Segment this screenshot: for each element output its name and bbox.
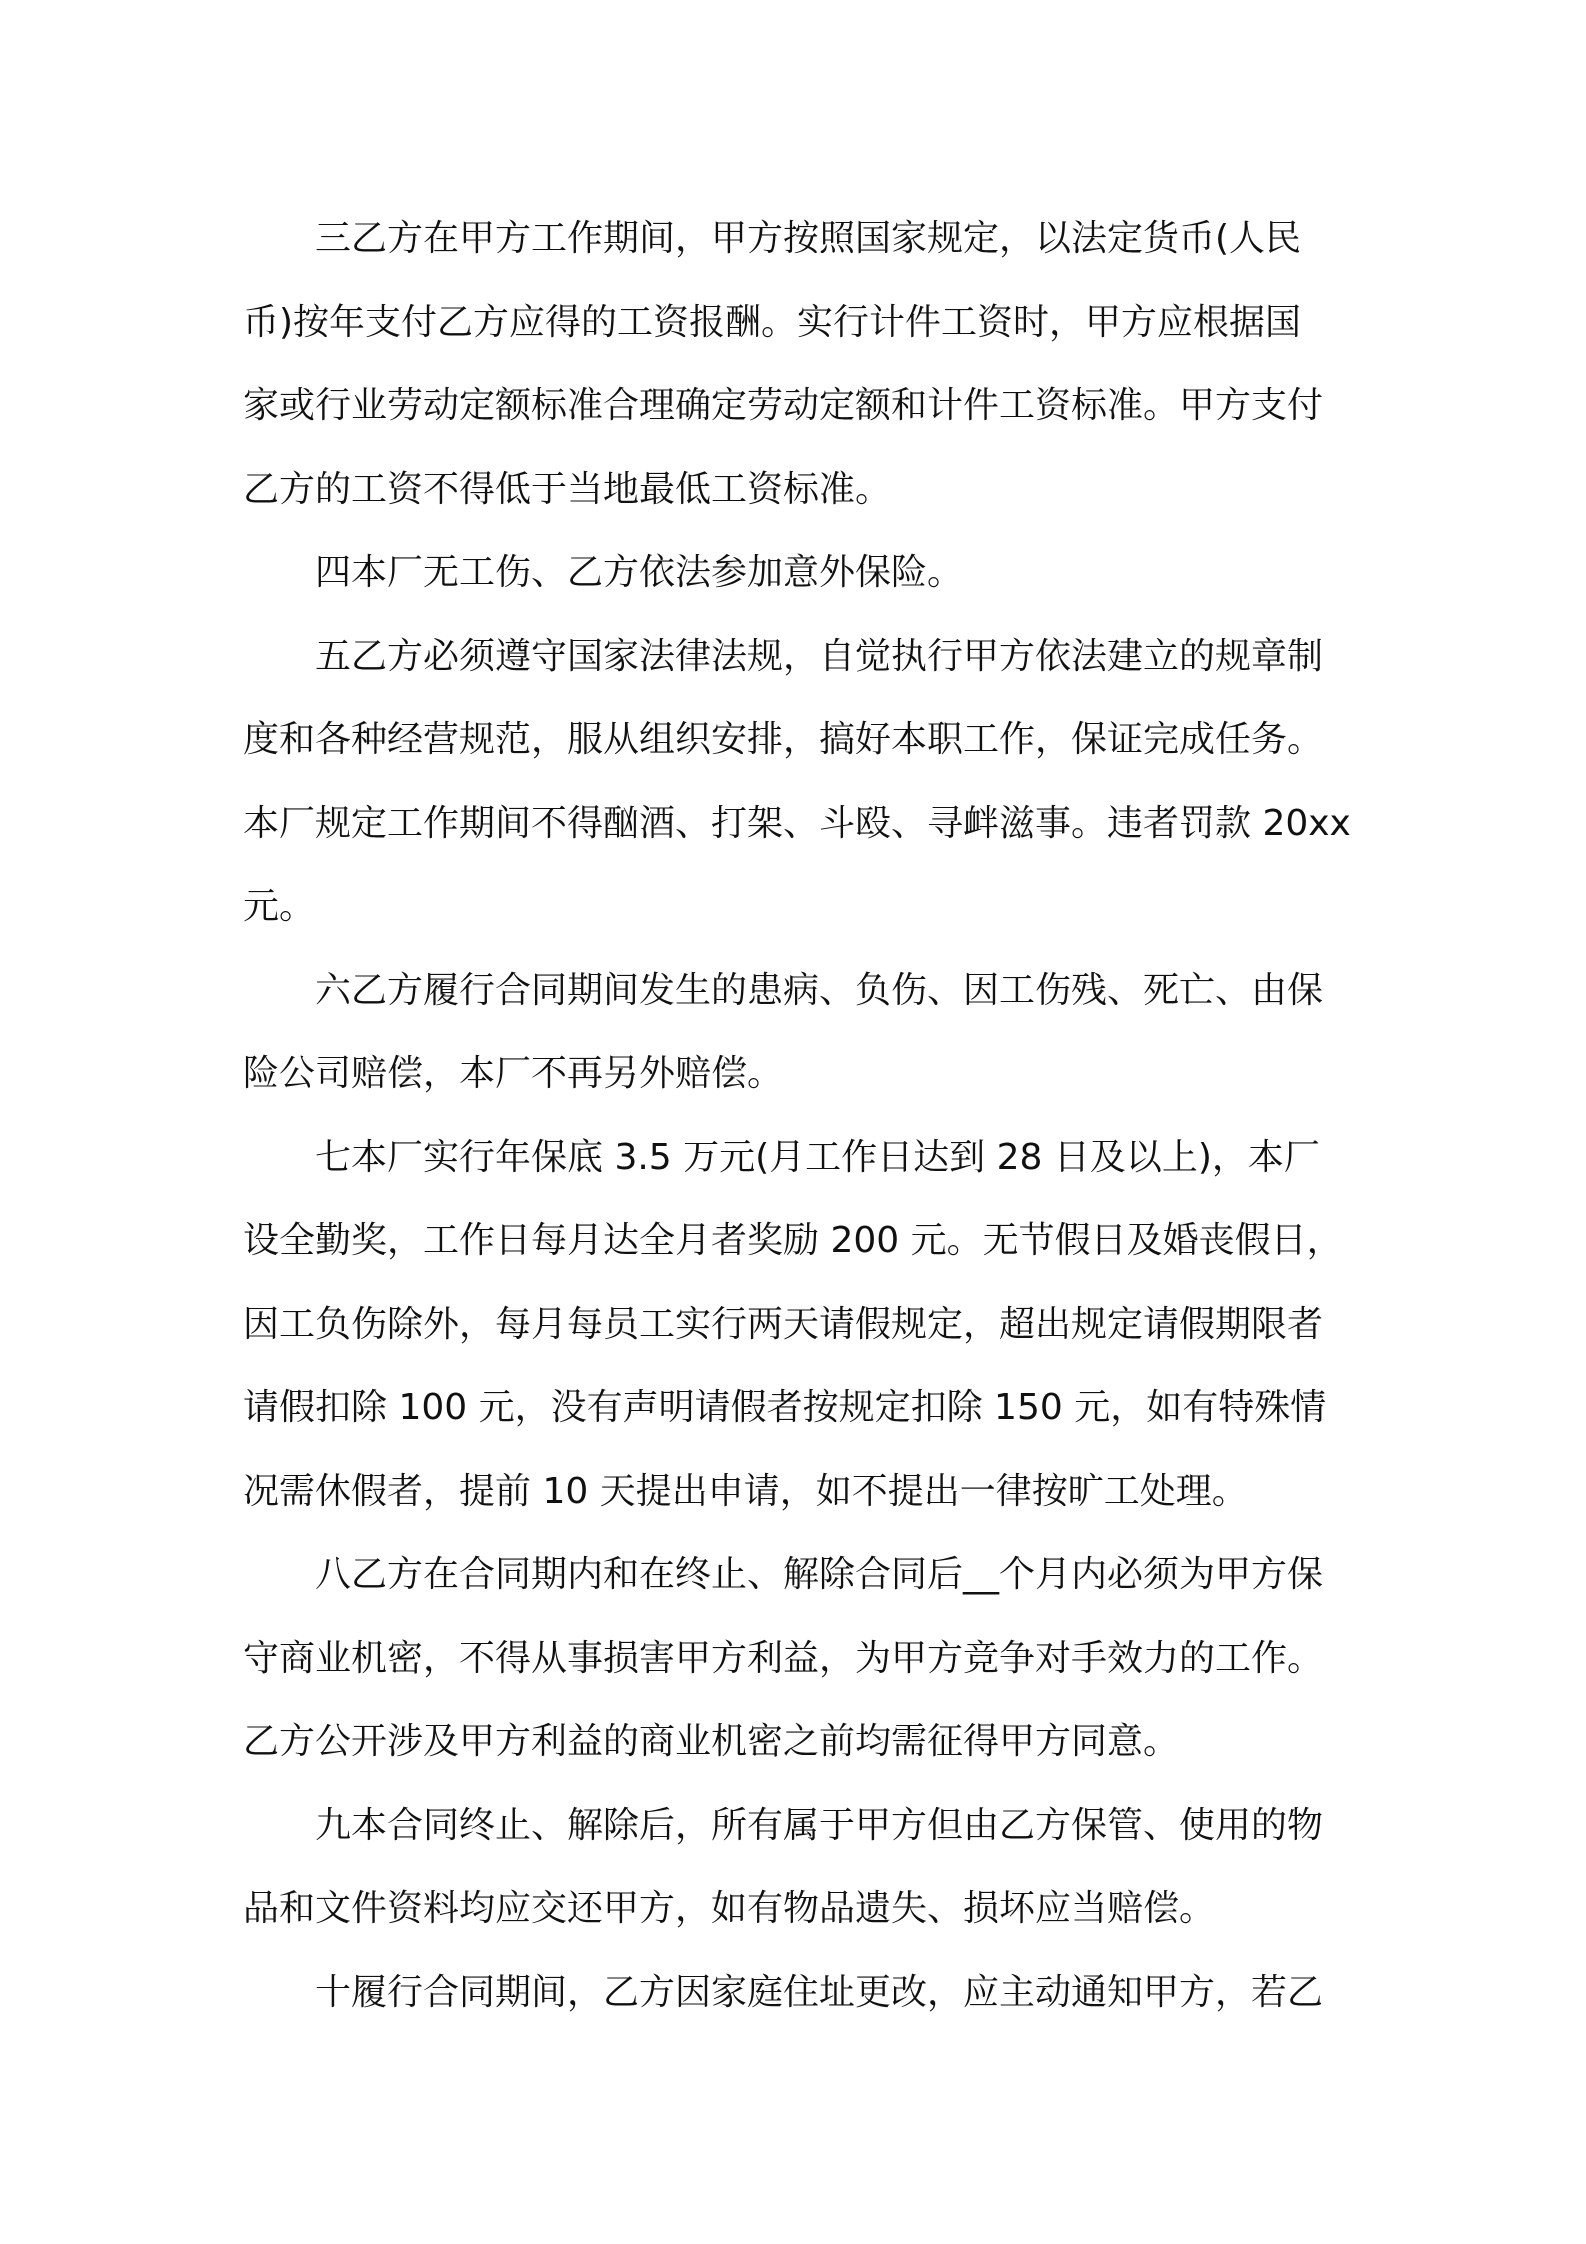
paragraph-clause-8 [243,1533,1353,1784]
text-line: 三乙方在甲方工作期间，甲方按照国家规定，以法定货币(人民 [315,218,1302,259]
paragraph-clause-5 [243,615,1353,949]
text-line: 家或行业劳动定额标准合理确定劳动定额和计件工资标准。甲方支付 [243,385,1324,426]
paragraph-clause-6 [243,949,1353,1116]
paragraph-clause-10 [243,1951,1353,2035]
text-line: 元。 [243,886,316,927]
text-line: 四本厂无工伤、乙方依法参加意外保险。 [315,552,964,593]
paragraph-clause-3 [243,197,1353,531]
text-line: 品和文件资料均应交还甲方，如有物品遗失、损坏应当赔偿。 [243,1888,1216,1929]
text-line: 况需休假者，提前 10 天提出申请，如不提出一律按旷工处理。 [243,1470,1248,1512]
text-line: 乙方公开涉及甲方利益的商业机密之前均需征得甲方同意。 [243,1721,1180,1762]
text-line: 因工负伤除外，每月每员工实行两天请假规定，超出规定请假期限者 [243,1303,1324,1345]
text-line: 六乙方履行合同期间发生的患病、负伤、因工伤残、死亡、由保 [315,969,1324,1011]
text-line: 八乙方在合同期内和在终止、解除合同后__个月内必须为甲方保 [315,1554,1324,1595]
paragraph-clause-9 [243,1784,1353,1951]
text-line: 本厂规定工作期间不得酗酒、打架、斗殴、寻衅滋事。违者罚款 20xx [243,802,1351,844]
paragraph-clause-7 [243,1116,1353,1534]
text-line: 十履行合同期间，乙方因家庭住址更改，应主动通知甲方，若乙 [315,1971,1324,2013]
text-line: 七本厂实行年保底 3.5 万元(月工作日达到 28 日及以上)，本厂 [315,1136,1320,1178]
paragraph-clause-4 [243,531,1353,615]
document-body [243,197,1353,2034]
text-line: 乙方的工资不得低于当地最低工资标准。 [243,468,892,510]
text-line: 请假扣除 100 元，没有声明请假者按规定扣除 150 元，如有特殊情 [243,1387,1327,1428]
text-line: 币)按年支付乙方应得的工资报酬。实行计件工资时，甲方应根据国 [243,301,1302,343]
text-line: 度和各种经营规范，服从组织安排，搞好本职工作，保证完成任务。 [243,719,1324,760]
text-line: 五乙方必须遵守国家法律法规，自觉执行甲方依法建立的规章制 [315,635,1324,677]
text-line: 设全勤奖，工作日每月达全月者奖励 200 元。无节假日及婚丧假日， [243,1220,1343,1261]
text-line: 险公司赔偿，本厂不再另外赔偿。 [243,1053,784,1094]
text-line: 九本合同终止、解除后，所有属于甲方但由乙方保管、使用的物 [315,1804,1324,1846]
text-line: 守商业机密，不得从事损害甲方利益，为甲方竞争对手效力的工作。 [243,1637,1324,1679]
